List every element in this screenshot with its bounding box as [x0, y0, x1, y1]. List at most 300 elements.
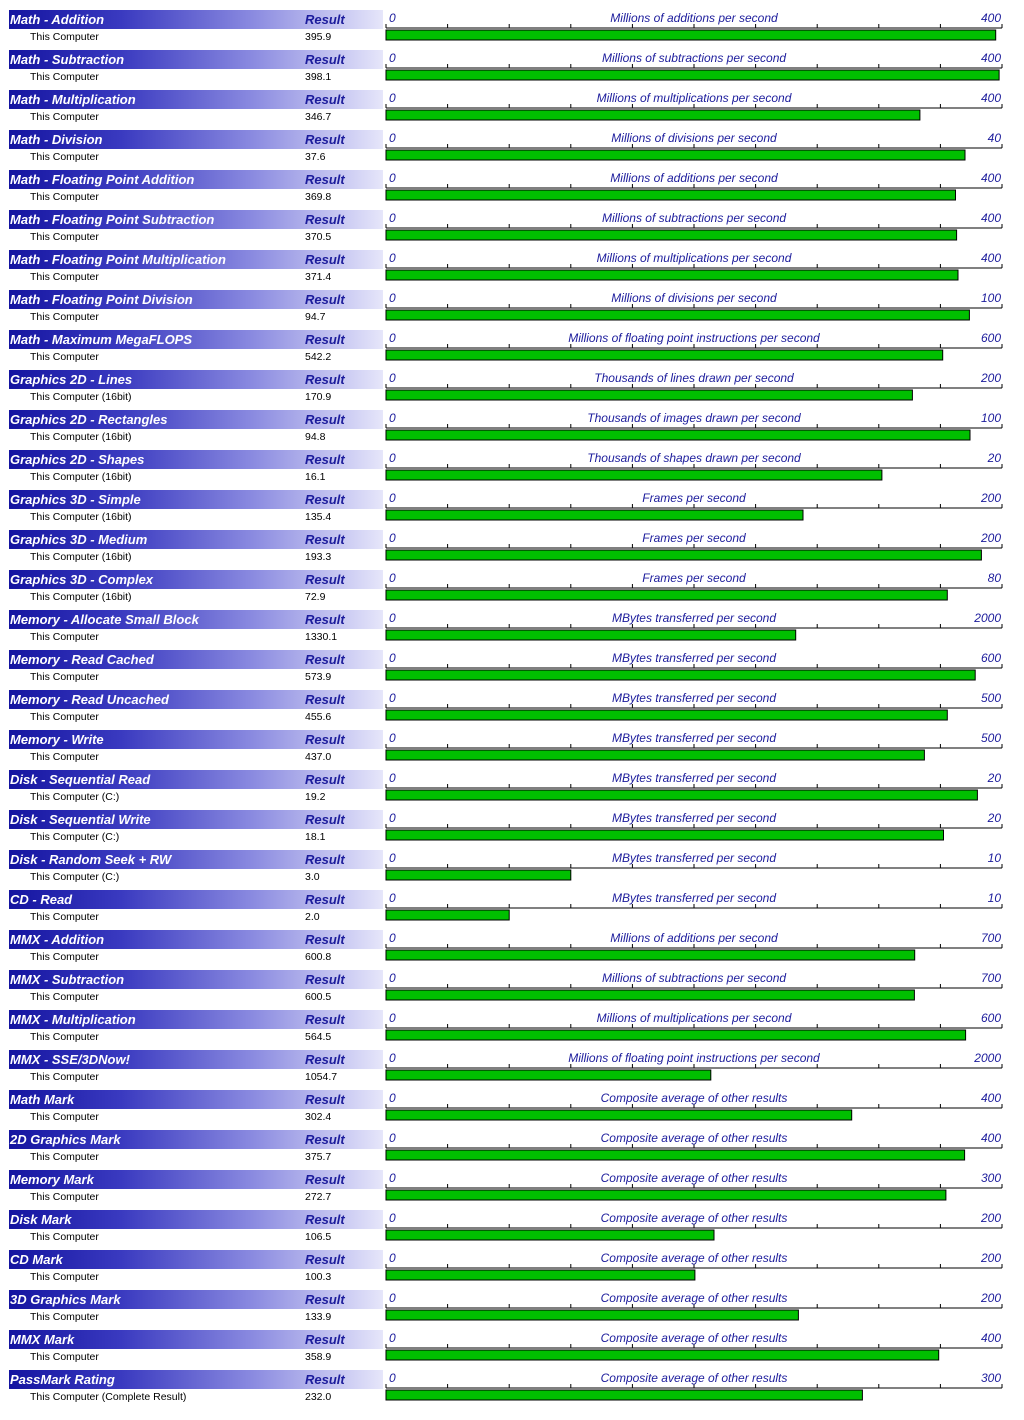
- result-value: 100.3: [305, 1271, 332, 1283]
- benchmark-test-row: [0, 520, 1024, 563]
- computer-label: This Computer: [30, 351, 99, 363]
- axis-and-bar: [0, 1040, 1024, 1080]
- computer-label: This Computer: [30, 711, 99, 723]
- axis-and-bar: [0, 1320, 1024, 1360]
- test-title: MMX Mark: [10, 1332, 75, 1347]
- test-title: Math - Floating Point Addition: [10, 172, 195, 187]
- axis-min-label: 0: [389, 411, 396, 425]
- result-bar: [386, 150, 965, 160]
- result-bar: [386, 390, 912, 400]
- benchmark-test-row: [0, 1360, 1024, 1403]
- axis-and-bar: [0, 760, 1024, 800]
- result-header: Result: [305, 612, 345, 627]
- test-title: Disk - Random Seek + RW: [10, 852, 172, 867]
- axis-unit-label: Thousands of images drawn per second: [587, 411, 801, 425]
- axis-unit-label: Composite average of other results: [600, 1331, 788, 1345]
- benchmark-test-row: [0, 1320, 1024, 1363]
- axis-unit-label: Millions of multiplications per second: [596, 1011, 792, 1025]
- result-header: Result: [305, 812, 345, 827]
- axis-min-label: 0: [389, 1291, 396, 1305]
- axis-and-bar: [0, 1240, 1024, 1280]
- computer-label: This Computer: [30, 111, 99, 123]
- computer-label: This Computer: [30, 191, 99, 203]
- axis-and-bar: [0, 720, 1024, 760]
- computer-label: This Computer (C:): [30, 791, 120, 803]
- computer-label: This Computer (C:): [30, 871, 120, 883]
- axis-max-label: 300: [980, 1371, 1001, 1385]
- result-bar: [386, 830, 944, 840]
- result-header: Result: [305, 1092, 345, 1107]
- computer-label: This Computer (16bit): [30, 591, 132, 603]
- axis-and-bar: [0, 1000, 1024, 1040]
- computer-label: This Computer: [30, 1231, 99, 1243]
- result-value: 272.7: [305, 1191, 332, 1203]
- benchmark-test-row: [0, 200, 1024, 243]
- axis-and-bar: [0, 1160, 1024, 1200]
- axis-and-bar: [0, 560, 1024, 600]
- computer-label: This Computer (16bit): [30, 391, 132, 403]
- axis-unit-label: MBytes transferred per second: [611, 891, 777, 905]
- axis-and-bar: [0, 280, 1024, 320]
- benchmark-test-row: [0, 920, 1024, 963]
- axis-unit-label: Composite average of other results: [600, 1171, 788, 1185]
- axis-unit-label: MBytes transferred per second: [611, 691, 777, 705]
- result-value: 133.9: [305, 1311, 332, 1323]
- axis-and-bar: [0, 600, 1024, 640]
- axis-and-bar: [0, 520, 1024, 560]
- test-title: MMX - Subtraction: [10, 972, 125, 987]
- axis-max-label: 80: [987, 571, 1001, 585]
- benchmark-test-row: [0, 840, 1024, 883]
- result-header: Result: [305, 1252, 345, 1267]
- computer-label: This Computer: [30, 671, 99, 683]
- test-title: Math - Floating Point Subtraction: [10, 212, 215, 227]
- result-value: 37.6: [305, 151, 326, 163]
- test-title: Graphics 2D - Rectangles: [10, 412, 168, 427]
- result-header: Result: [305, 1172, 345, 1187]
- axis-min-label: 0: [389, 571, 396, 585]
- benchmark-test-row: [0, 400, 1024, 443]
- axis-and-bar: [0, 920, 1024, 960]
- axis-min-label: 0: [389, 331, 396, 345]
- result-header: Result: [305, 12, 345, 27]
- axis-min-label: 0: [389, 891, 396, 905]
- result-header: Result: [305, 372, 345, 387]
- result-value: 358.9: [305, 1351, 332, 1363]
- test-title: CD Mark: [10, 1252, 63, 1267]
- computer-label: This Computer: [30, 231, 99, 243]
- result-header: Result: [305, 1132, 345, 1147]
- result-value: 2.0: [305, 911, 320, 923]
- result-header: Result: [305, 1052, 345, 1067]
- axis-min-label: 0: [389, 171, 396, 185]
- axis-and-bar: [0, 880, 1024, 920]
- result-header: Result: [305, 92, 345, 107]
- benchmark-test-row: [0, 1080, 1024, 1123]
- benchmark-test-row: [0, 1200, 1024, 1243]
- computer-label: This Computer (16bit): [30, 511, 132, 523]
- benchmark-test-row: [0, 680, 1024, 723]
- result-value: 94.7: [305, 311, 326, 323]
- axis-unit-label: Composite average of other results: [600, 1251, 788, 1265]
- benchmark-test-row: [0, 0, 1024, 43]
- result-bar: [386, 430, 970, 440]
- computer-label: This Computer: [30, 1271, 99, 1283]
- axis-unit-label: Millions of multiplications per second: [596, 251, 792, 265]
- axis-max-label: 400: [980, 1091, 1001, 1105]
- axis-max-label: 600: [980, 331, 1001, 345]
- axis-max-label: 400: [980, 11, 1001, 25]
- test-title: Memory - Write: [10, 732, 104, 747]
- axis-unit-label: Frames per second: [642, 491, 746, 505]
- test-title: Math - Floating Point Multiplication: [10, 252, 226, 267]
- axis-unit-label: Millions of subtractions per second: [601, 51, 787, 65]
- axis-min-label: 0: [389, 771, 396, 785]
- axis-max-label: 20: [987, 811, 1001, 825]
- benchmark-test-row: [0, 1160, 1024, 1203]
- axis-max-label: 200: [980, 1211, 1001, 1225]
- result-bar: [386, 510, 803, 520]
- computer-label: This Computer: [30, 1031, 99, 1043]
- computer-label: This Computer (C:): [30, 831, 120, 843]
- axis-unit-label: Millions of additions per second: [610, 931, 778, 945]
- axis-max-label: 200: [980, 491, 1001, 505]
- result-value: 170.9: [305, 391, 332, 403]
- test-title: 3D Graphics Mark: [10, 1292, 121, 1307]
- axis-min-label: 0: [389, 1131, 396, 1145]
- result-bar: [386, 550, 981, 560]
- result-header: Result: [305, 932, 345, 947]
- axis-max-label: 200: [980, 531, 1001, 545]
- benchmark-test-row: [0, 800, 1024, 843]
- result-header: Result: [305, 212, 345, 227]
- axis-unit-label: Millions of floating point instructions per second: [568, 331, 820, 345]
- test-title: Disk - Sequential Write: [10, 812, 151, 827]
- axis-and-bar: [0, 440, 1024, 480]
- axis-min-label: 0: [389, 1091, 396, 1105]
- result-header: Result: [305, 852, 345, 867]
- test-title: Math - Maximum MegaFLOPS: [10, 332, 193, 347]
- benchmark-test-row: [0, 600, 1024, 643]
- result-value: 564.5: [305, 1031, 332, 1043]
- result-bar: [386, 1230, 714, 1240]
- axis-and-bar: [0, 120, 1024, 160]
- computer-label: This Computer: [30, 1111, 99, 1123]
- result-header: Result: [305, 1332, 345, 1347]
- result-bar: [386, 710, 947, 720]
- benchmark-test-row: [0, 1000, 1024, 1043]
- result-bar: [386, 70, 999, 80]
- axis-max-label: 10: [987, 851, 1001, 865]
- axis-unit-label: Composite average of other results: [600, 1211, 788, 1225]
- result-bar: [386, 1270, 695, 1280]
- computer-label: This Computer (16bit): [30, 431, 132, 443]
- axis-min-label: 0: [389, 931, 396, 945]
- axis-max-label: 300: [980, 1171, 1001, 1185]
- axis-unit-label: Millions of additions per second: [610, 171, 778, 185]
- benchmark-test-row: [0, 640, 1024, 683]
- computer-label: This Computer: [30, 1351, 99, 1363]
- axis-max-label: 100: [980, 291, 1001, 305]
- result-header: Result: [305, 1012, 345, 1027]
- computer-label: This Computer: [30, 71, 99, 83]
- axis-min-label: 0: [389, 1051, 396, 1065]
- axis-unit-label: Millions of multiplications per second: [596, 91, 792, 105]
- axis-max-label: 400: [980, 91, 1001, 105]
- test-title: Math - Floating Point Division: [10, 292, 193, 307]
- result-value: 72.9: [305, 591, 326, 603]
- axis-unit-label: Composite average of other results: [600, 1371, 788, 1385]
- axis-min-label: 0: [389, 491, 396, 505]
- test-title: CD - Read: [10, 892, 73, 907]
- test-title: Graphics 3D - Simple: [10, 492, 141, 507]
- axis-max-label: 700: [980, 971, 1001, 985]
- axis-max-label: 400: [980, 171, 1001, 185]
- result-header: Result: [305, 1212, 345, 1227]
- test-title: Math - Division: [10, 132, 103, 147]
- result-bar: [386, 630, 796, 640]
- result-header: Result: [305, 492, 345, 507]
- result-header: Result: [305, 972, 345, 987]
- computer-label: This Computer: [30, 631, 99, 643]
- axis-unit-label: MBytes transferred per second: [611, 651, 777, 665]
- axis-min-label: 0: [389, 851, 396, 865]
- axis-unit-label: MBytes transferred per second: [611, 771, 777, 785]
- result-value: 573.9: [305, 671, 332, 683]
- axis-and-bar: [0, 0, 1024, 40]
- benchmark-test-row: [0, 240, 1024, 283]
- computer-label: This Computer: [30, 311, 99, 323]
- axis-and-bar: [0, 640, 1024, 680]
- result-value: 193.3: [305, 551, 332, 563]
- benchmark-test-row: [0, 1120, 1024, 1163]
- result-value: 600.5: [305, 991, 332, 1003]
- axis-min-label: 0: [389, 1211, 396, 1225]
- result-bar: [386, 950, 915, 960]
- result-value: 3.0: [305, 871, 320, 883]
- axis-min-label: 0: [389, 1251, 396, 1265]
- result-header: Result: [305, 132, 345, 147]
- axis-max-label: 400: [980, 1131, 1001, 1145]
- benchmark-test-row: [0, 1040, 1024, 1083]
- axis-max-label: 2000: [974, 611, 1001, 625]
- test-title: Math - Subtraction: [10, 52, 125, 67]
- axis-max-label: 40: [987, 131, 1001, 145]
- result-header: Result: [305, 252, 345, 267]
- result-header: Result: [305, 532, 345, 547]
- axis-unit-label: MBytes transferred per second: [611, 731, 777, 745]
- test-title: Graphics 3D - Medium: [10, 532, 148, 547]
- computer-label: This Computer: [30, 991, 99, 1003]
- benchmark-test-row: [0, 1240, 1024, 1283]
- axis-unit-label: Composite average of other results: [600, 1091, 788, 1105]
- result-bar: [386, 350, 943, 360]
- axis-max-label: 200: [980, 1291, 1001, 1305]
- result-header: Result: [305, 412, 345, 427]
- test-title: Math - Multiplication: [10, 92, 136, 107]
- result-value: 369.8: [305, 191, 332, 203]
- axis-unit-label: MBytes transferred per second: [611, 611, 777, 625]
- axis-min-label: 0: [389, 611, 396, 625]
- computer-label: This Computer (16bit): [30, 551, 132, 563]
- computer-label: This Computer: [30, 151, 99, 163]
- result-value: 18.1: [305, 831, 326, 843]
- benchmark-test-row: [0, 40, 1024, 83]
- axis-and-bar: [0, 160, 1024, 200]
- axis-min-label: 0: [389, 811, 396, 825]
- result-bar: [386, 990, 914, 1000]
- computer-label: This Computer: [30, 1151, 99, 1163]
- axis-and-bar: [0, 1280, 1024, 1320]
- result-bar: [386, 750, 924, 760]
- computer-label: This Computer: [30, 911, 99, 923]
- result-bar: [386, 1150, 965, 1160]
- axis-and-bar: [0, 840, 1024, 880]
- benchmark-test-row: [0, 360, 1024, 403]
- axis-min-label: 0: [389, 291, 396, 305]
- result-header: Result: [305, 772, 345, 787]
- result-value: 370.5: [305, 231, 332, 243]
- computer-label: This Computer: [30, 271, 99, 283]
- axis-and-bar: [0, 800, 1024, 840]
- result-value: 371.4: [305, 271, 332, 283]
- test-title: Memory - Read Uncached: [10, 692, 169, 707]
- axis-min-label: 0: [389, 971, 396, 985]
- result-value: 346.7: [305, 111, 332, 123]
- result-bar: [386, 1390, 862, 1400]
- axis-and-bar: [0, 320, 1024, 360]
- axis-min-label: 0: [389, 531, 396, 545]
- test-title: Graphics 3D - Complex: [10, 572, 154, 587]
- result-value: 302.4: [305, 1111, 332, 1123]
- axis-and-bar: [0, 1360, 1024, 1400]
- result-bar: [386, 1110, 852, 1120]
- result-bar: [386, 1310, 798, 1320]
- axis-unit-label: Millions of divisions per second: [611, 291, 777, 305]
- result-value: 1330.1: [305, 631, 338, 643]
- result-value: 135.4: [305, 511, 332, 523]
- result-bar: [386, 470, 882, 480]
- axis-min-label: 0: [389, 1371, 396, 1385]
- result-bar: [386, 190, 956, 200]
- result-value: 455.6: [305, 711, 332, 723]
- result-bar: [386, 310, 969, 320]
- axis-unit-label: Millions of subtractions per second: [601, 971, 787, 985]
- axis-and-bar: [0, 200, 1024, 240]
- result-header: Result: [305, 732, 345, 747]
- result-value: 19.2: [305, 791, 326, 803]
- result-value: 437.0: [305, 751, 332, 763]
- benchmark-test-row: [0, 880, 1024, 923]
- axis-and-bar: [0, 240, 1024, 280]
- test-title: Disk Mark: [10, 1212, 72, 1227]
- benchmark-test-row: [0, 480, 1024, 523]
- computer-label: This Computer: [30, 1311, 99, 1323]
- axis-max-label: 10: [987, 891, 1001, 905]
- result-bar: [386, 270, 958, 280]
- test-title: MMX - SSE/3DNow!: [10, 1052, 130, 1067]
- axis-and-bar: [0, 360, 1024, 400]
- axis-min-label: 0: [389, 691, 396, 705]
- result-header: Result: [305, 292, 345, 307]
- result-value: 16.1: [305, 471, 326, 483]
- result-header: Result: [305, 332, 345, 347]
- axis-min-label: 0: [389, 11, 396, 25]
- computer-label: This Computer: [30, 1191, 99, 1203]
- axis-unit-label: Thousands of shapes drawn per second: [587, 451, 801, 465]
- axis-min-label: 0: [389, 251, 396, 265]
- result-header: Result: [305, 652, 345, 667]
- computer-label: This Computer: [30, 31, 99, 43]
- axis-min-label: 0: [389, 651, 396, 665]
- axis-unit-label: Millions of divisions per second: [611, 131, 777, 145]
- result-value: 395.9: [305, 31, 332, 43]
- axis-min-label: 0: [389, 91, 396, 105]
- result-header: Result: [305, 1292, 345, 1307]
- test-title: PassMark Rating: [10, 1372, 115, 1387]
- axis-max-label: 500: [980, 691, 1001, 705]
- result-bar: [386, 910, 509, 920]
- axis-unit-label: Composite average of other results: [600, 1131, 788, 1145]
- axis-min-label: 0: [389, 1011, 396, 1025]
- test-title: Memory - Read Cached: [10, 652, 154, 667]
- test-title: Graphics 2D - Shapes: [10, 452, 145, 467]
- axis-max-label: 700: [980, 931, 1001, 945]
- axis-max-label: 500: [980, 731, 1001, 745]
- axis-min-label: 0: [389, 731, 396, 745]
- axis-min-label: 0: [389, 1171, 396, 1185]
- test-title: MMX - Multiplication: [10, 1012, 136, 1027]
- axis-unit-label: Millions of subtractions per second: [601, 211, 787, 225]
- benchmark-test-row: [0, 80, 1024, 123]
- axis-min-label: 0: [389, 211, 396, 225]
- axis-min-label: 0: [389, 131, 396, 145]
- result-bar: [386, 30, 996, 40]
- test-title: 2D Graphics Mark: [10, 1132, 121, 1147]
- axis-unit-label: MBytes transferred per second: [611, 811, 777, 825]
- benchmark-test-row: [0, 440, 1024, 483]
- result-bar: [386, 870, 571, 880]
- result-bar: [386, 790, 977, 800]
- axis-and-bar: [0, 80, 1024, 120]
- benchmark-test-row: [0, 760, 1024, 803]
- axis-and-bar: [0, 680, 1024, 720]
- benchmark-test-row: [0, 320, 1024, 363]
- result-bar: [386, 230, 957, 240]
- result-bar: [386, 1030, 966, 1040]
- test-title: Graphics 2D - Lines: [10, 372, 133, 387]
- axis-max-label: 2000: [974, 1051, 1001, 1065]
- axis-max-label: 200: [980, 371, 1001, 385]
- result-value: 600.8: [305, 951, 332, 963]
- result-bar: [386, 590, 947, 600]
- computer-label: This Computer (Complete Result): [30, 1391, 187, 1403]
- result-bar: [386, 110, 920, 120]
- result-header: Result: [305, 692, 345, 707]
- axis-max-label: 20: [987, 771, 1001, 785]
- result-value: 106.5: [305, 1231, 332, 1243]
- axis-min-label: 0: [389, 51, 396, 65]
- benchmark-test-row: [0, 560, 1024, 603]
- result-bar: [386, 670, 975, 680]
- axis-max-label: 20: [987, 451, 1001, 465]
- benchmark-test-row: [0, 280, 1024, 323]
- benchmark-test-row: [0, 1280, 1024, 1323]
- result-value: 375.7: [305, 1151, 332, 1163]
- axis-min-label: 0: [389, 1331, 396, 1345]
- result-bar: [386, 1190, 946, 1200]
- result-header: Result: [305, 1372, 345, 1387]
